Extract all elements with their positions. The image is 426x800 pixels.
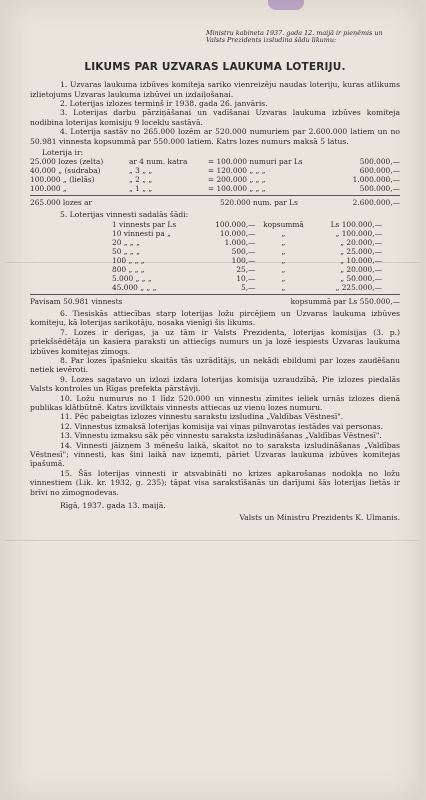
signature-block xyxy=(30,501,400,523)
table-cell: 10 vinnesti pa „ xyxy=(112,228,171,238)
table-row xyxy=(30,297,400,306)
fold-line xyxy=(6,540,420,541)
divider xyxy=(30,195,400,196)
table-cell: = 120.000 „ „ „ xyxy=(207,166,266,176)
table-cell: 1.000.000,— xyxy=(352,175,400,185)
table-cell: = 100.000 „ „ „ xyxy=(207,184,266,194)
table-row xyxy=(112,220,382,229)
table-cell: 520.000 num. par Ls xyxy=(220,198,298,208)
paragraph-14: 14. Vinnesti jāizņem 3 mēnešu laikā, skaitot no to saraksta izsludināšanas „Valdības Vēstnesī"; vinnesti, kas šini laikā nav izņemti, pāriet Uzvaras laukuma izbūves komitejas īpašumā. xyxy=(30,440,400,469)
table-cell: = 100.000 numuri par Ls xyxy=(207,157,303,167)
table-cell: 20 „ „ „ xyxy=(112,237,140,247)
table-cell: Ls 100.000,— xyxy=(330,219,382,229)
table-cell: Pavisam 50.981 vinnests xyxy=(30,296,123,306)
page-title: LIKUMS PAR UZVARAS LAUKUMA LOTERIJU. xyxy=(84,60,346,73)
paragraph-4: 4. Loterija sastāv no 265.000 lozēm ar 520.000 numuriem par 2.600.000 latiem un no 50.981 vinnesta kopsummā par 550.000 latiem. Katrs lozes numurs maksā 5 latus. xyxy=(30,127,400,146)
table-cell: 500.000,— xyxy=(359,157,400,167)
table-cell: 265.000 lozes ar xyxy=(30,198,93,208)
table-cell: „ 2 „ „ xyxy=(128,175,153,185)
table-cell: 10.000,— xyxy=(219,228,256,238)
divider xyxy=(30,294,400,295)
table-cell: 100.000 „ xyxy=(30,184,67,194)
table-cell: 5.000 „ „ „ xyxy=(112,273,152,283)
table-cell: „ 3 „ „ xyxy=(128,166,153,176)
paragraph-8: 8. Par lozes īpašnieku skaitās tās uzrādītājs, un nekādi ebildumi par lozes zaudēšanu netiek ievēroti. xyxy=(30,355,400,375)
table-cell: 500,— xyxy=(231,246,256,256)
lottery-heading: Loterija ir: xyxy=(42,148,84,158)
table-row xyxy=(30,175,400,184)
table-cell: „ 10.000,— xyxy=(340,255,382,265)
paragraph-5: 5. Loterijas vinnesti sadalās šādi: xyxy=(60,210,189,220)
table-row xyxy=(30,184,400,193)
paragraph-13: 13. Vinnestu izmaksu sāk pēc vinnestu saraksta izsludināšanas „Valdības Vēstnesī". xyxy=(60,431,382,441)
table-cell: ar 4 num. katra xyxy=(128,157,188,167)
paragraph-12: 12. Vinnestus izmaksā loterijas komisija vai viņas pilnvarotas iestādes vai personas. xyxy=(60,421,384,431)
table-cell: 25,— xyxy=(236,264,256,274)
table-row xyxy=(112,247,382,256)
lottery-table xyxy=(30,157,400,193)
table-cell: kopsummā xyxy=(263,219,304,229)
table-cell: 10,— xyxy=(236,273,256,283)
table-cell: „ 20.000,— xyxy=(340,237,382,247)
table-cell: 600.000,— xyxy=(359,166,400,176)
document-page xyxy=(6,0,420,800)
table-cell: „ xyxy=(281,255,286,265)
table-cell: „ 100.000,— xyxy=(335,228,382,238)
signature: Valsts un Ministru Prezidents K. Ulmanis. xyxy=(239,513,400,523)
prize-total xyxy=(30,297,400,306)
table-cell: „ xyxy=(281,228,286,238)
table-cell: „ xyxy=(281,237,286,247)
table-cell: 500.000,— xyxy=(359,184,400,194)
table-cell: 50 „ „ „ xyxy=(112,246,140,256)
table-cell: „ xyxy=(281,282,286,292)
table-cell: 1.000,— xyxy=(224,237,256,247)
law-text xyxy=(30,30,400,523)
preface: Ministru kabineta 1937. gada 12. maijā ir pieņēmis un Valsts Prezidents izsludina šādu likumu: xyxy=(206,29,383,45)
table-row xyxy=(112,283,382,292)
table-cell: 2.600.000,— xyxy=(352,198,400,208)
table-row xyxy=(112,256,382,265)
table-cell: „ 25.000,— xyxy=(340,246,382,256)
table-cell: 100.000 „ (lielās) xyxy=(30,175,95,185)
paragraph-15: 15. Šās loterijas vinnesti ir atsvabināti no krizes apkarošanas nodokļa no ložu vinnestiem (Lik. kr. 1932, g. 235); tāpat visa sarakstīšanās un darījumi šās loterijas lietās ir brīvi no zīmognodevas. xyxy=(30,468,400,497)
table-row xyxy=(112,238,382,247)
table-row xyxy=(30,166,400,175)
table-cell xyxy=(140,198,220,207)
table-row xyxy=(112,274,382,283)
lottery-total xyxy=(30,198,400,207)
table-cell: „ 225.000,— xyxy=(335,282,382,292)
place-date: Rīgā, 1937. gada 13. maijā. xyxy=(60,501,166,510)
table-cell: „ 50.000,— xyxy=(340,273,382,283)
paragraph-9: 9. Lozes sagatavo un izlozi izdara loterijas komisija uzraudzībā. Pie izlozes piedalās Valsts kontroles un Rīgas prefekta pārstāvji. xyxy=(30,374,400,394)
table-cell: 1 vinnests par Ls xyxy=(112,219,177,229)
table-cell: = 200.000 „ „ „ xyxy=(207,175,266,185)
table-cell: 25.000 lozes (zelta) xyxy=(30,157,104,167)
paragraph-2: 2. Loterijas izlozes termiņš ir 1938. gada 26. janvāris. xyxy=(60,99,268,109)
table-cell: 40.000 „ (sudraba) xyxy=(30,166,101,176)
table-cell: „ xyxy=(281,264,286,274)
paragraph-10: 10. Ložu numurus no 1 līdz 520.000 un vinnestu zīmites ieliek urnās izlozes dienā publikas klātbūtnē. Katrs izvilktais vinnests attiecas uz vienu lozes numuru. xyxy=(30,393,400,412)
table-cell: „ xyxy=(281,246,286,256)
paragraph-3: 3. Loterijas darbu pārziņāšanai un vadīšanai Uzvaras laukuma izbūves komiteja nodibina loterijas komisiju 9 locekļu sastāvā. xyxy=(30,108,400,127)
table-cell: „ 20.000,— xyxy=(340,264,382,274)
table-row xyxy=(112,229,382,238)
paragraph-11: 11. Pēc pabeigtas izlozes vinnestu sarakstu izsludina „Valdības Vēstnesī". xyxy=(60,412,344,422)
table-cell: 100,— xyxy=(231,255,256,265)
paragraph-7: 7. Lozes ir derīgas, ja uz tām ir Valsts Prezidenta, loterijas komisijas (3. p.) priekšsēdētāja un kasiera paraksti un attiecīgs numurs un ja lozē iespiests Uzvaras laukuma izbūves komitejas zīmogs. xyxy=(30,327,400,356)
table-row xyxy=(30,157,400,166)
table-cell: 100.000,— xyxy=(215,219,256,229)
table-cell: 5,— xyxy=(241,282,256,292)
table-row xyxy=(30,198,400,207)
table-cell: „ xyxy=(281,273,286,283)
stamp-mark xyxy=(268,0,304,10)
table-cell: 45.000 „ „ „ xyxy=(112,282,157,292)
prize-table xyxy=(112,220,382,292)
table-cell: 100 „ „ „ xyxy=(112,255,145,265)
table-cell: „ 1 „ „ xyxy=(128,184,153,194)
table-cell: kopsummā par Ls 550.000,— xyxy=(290,296,400,306)
table-row xyxy=(112,265,382,274)
paragraph-6: 6. Tiesiskās attiecības starp loterijas ložu pircējiem un Uzvaras laukuma izbūves komiteju, kā loterijas sarikotāju, nosaka vienīgi šis likums. xyxy=(30,308,400,328)
table-cell: 800 „ „ „ xyxy=(112,264,145,274)
paragraph-1: 1. Uzvaras laukuma izbūves komiteja sariko vienreizēju naudas loteriju, kuras atlikums izlietojums Uzvaras laukuma izbūvei un izdaiļošanai. xyxy=(30,80,400,99)
